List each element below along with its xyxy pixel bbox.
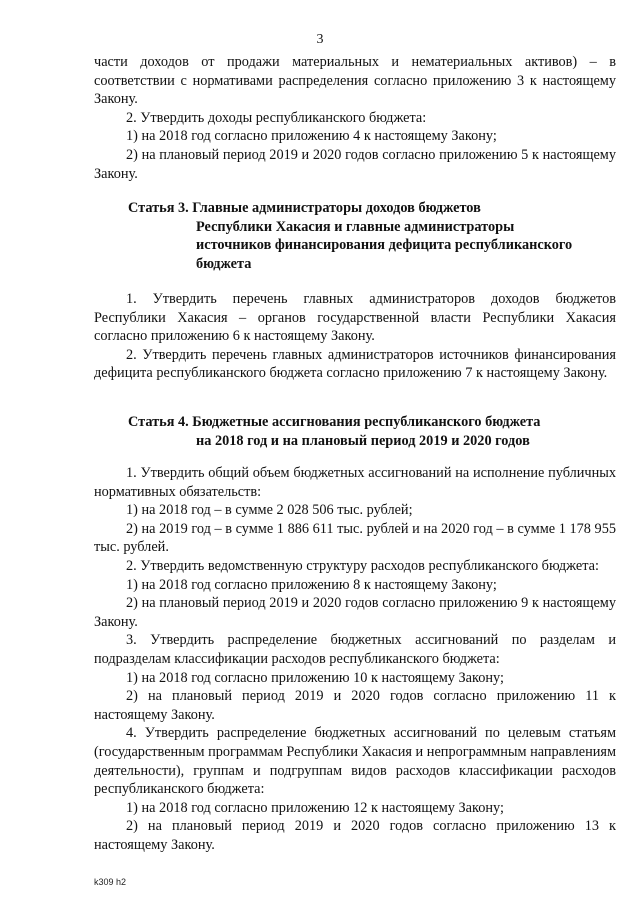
paragraph: 1) на 2018 год – в сумме 2 028 506 тыс. рублей;	[126, 502, 413, 519]
paragraph: части доходов от продажи материальных и нематериальных активов) – в соответствии с нормативами распределения согласно приложению 3 к настоящему Закону.	[94, 54, 616, 108]
paragraph: 3. Утвердить распределение бюджетных ассигнований по разделам и подразделам классификации расходов республиканского бюджета:	[94, 632, 616, 667]
article-3-heading	[94, 199, 616, 273]
footer-code: k309 h2	[94, 877, 127, 887]
paragraph: 2) на 2019 год – в сумме 1 886 611 тыс. рублей и на 2020 год – в сумме 1 178 955 тыс. рублей.	[94, 520, 616, 556]
article-4-heading	[94, 413, 616, 450]
intro-section	[94, 53, 616, 183]
paragraph: 2. Утвердить перечень главных администраторов источников финансирования дефицита республиканского бюджета согласно приложению 7 к настоящему Закону.	[94, 346, 616, 382]
paragraph: 2. Утвердить доходы республиканского бюджета:	[126, 109, 427, 126]
heading-line: Статья 4. Бюджетные ассигнования республиканского бюджета	[128, 414, 541, 430]
paragraph: 1) на 2018 год согласно приложению 4 к настоящему Закону;	[126, 128, 497, 145]
paragraph: 4. Утвердить распределение бюджетных ассигнований по целевым статьям (государственным программам Республики Хакасия и непрограммным направлениям деятельности), группам и подгруппам видов расходов классификации расходов республиканского бюджета:	[94, 725, 616, 798]
paragraph: 2. Утвердить ведомственную структуру расходов республиканского бюджета:	[126, 557, 599, 574]
article-3-body	[94, 290, 616, 383]
paragraph: 1) на 2018 год согласно приложению 10 к настоящему Закону;	[126, 669, 504, 686]
page-number: 3	[316, 32, 324, 47]
paragraph: 1. Утвердить перечень главных администраторов доходов бюджетов Республики Хакасия – органов государственной власти Республики Хакасия согласно приложению 6 к настоящему Закону.	[94, 291, 616, 345]
paragraph: 1) на 2018 год согласно приложению 8 к настоящему Закону;	[126, 576, 497, 593]
paragraph: 2) на плановый период 2019 и 2020 годов согласно приложению 5 к настоящему Закону.	[94, 146, 616, 182]
paragraph: 1) на 2018 год согласно приложению 12 к настоящему Закону;	[126, 799, 504, 816]
paragraph: 2) на плановый период 2019 и 2020 годов согласно приложению 11 к настоящему Закону.	[94, 688, 616, 723]
paragraph: 2) на плановый период 2019 и 2020 годов согласно приложению 13 к настоящему Закону.	[94, 818, 616, 853]
paragraph: 1. Утвердить общий объем бюджетных ассигнований на исполнение публичных нормативных обязательств:	[94, 465, 616, 500]
heading-line: бюджета	[196, 255, 252, 272]
heading-line: на 2018 год и на плановый период 2019 и 2020 годов	[196, 432, 530, 449]
heading-line: Статья 3. Главные администраторы доходов бюджетов	[128, 200, 481, 216]
article-4-body	[94, 464, 616, 854]
paragraph: 2) на плановый период 2019 и 2020 годов согласно приложению 9 к настоящему Закону.	[94, 595, 616, 630]
heading-line: Республики Хакасия и главные администраторы	[196, 218, 515, 235]
heading-line: источников финансирования дефицита республиканского	[196, 237, 573, 254]
